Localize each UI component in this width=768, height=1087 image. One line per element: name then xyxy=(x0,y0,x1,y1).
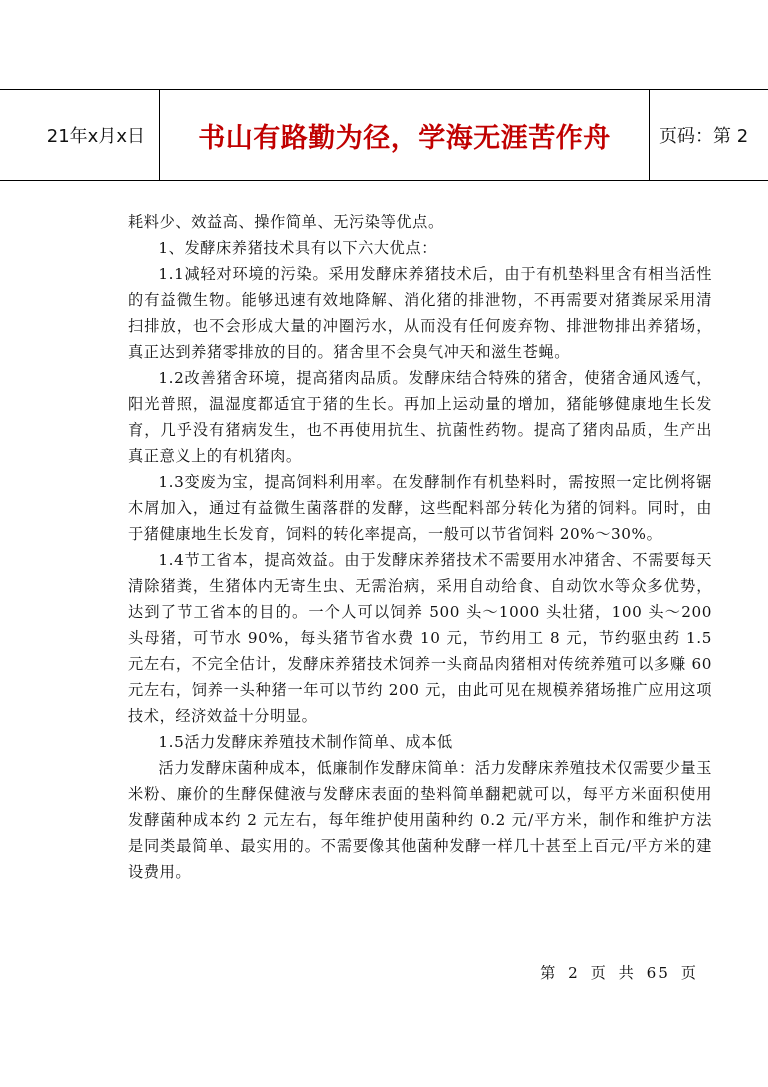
header-page-number: 页码：第 2 xyxy=(659,126,749,147)
page-header xyxy=(0,89,768,181)
paragraph-1-5-heading: 1.5活力发酵床养殖技术制作简单、成本低 xyxy=(158,733,453,751)
paragraph-1-5-body: 活力发酵床菌种成本，低廉制作发酵床简单：活力发酵床养殖技术仅需要少量玉米粉、廉价的生酵保健液与发酵床表面的垫料简单翻耙就可以，每平方米面积使用发酵菌种成本约 2 元左右，每年维护使用菌种约 0.2 元/平方米，制作和维护方法是同类最简单、最实用的。不需要像其他菌种发酵一样几十甚至上百元/平方米的建设费用。 xyxy=(128,759,712,881)
document-body xyxy=(128,209,712,885)
paragraph-1-1: 1.1减轻对环境的污染。采用发酵床养猪技术后，由于有机垫料里含有相当活性的有益微生物。能够迅速有效地降解、消化猪的排泄物，不再需要对猪粪尿采用清扫排放，也不会形成大量的冲圈污水，从而没有任何废弃物、排泄物排出养猪场，真正达到养猪零排放的目的。猪舍里不会臭气冲天和滋生苍蝇。 xyxy=(128,265,712,361)
page-footer: 第 2 页 共 65 页 xyxy=(540,964,698,982)
header-motto: 书山有路勤为径，学海无涯苦作舟 xyxy=(160,90,650,180)
paragraph-1-2: 1.2改善猪舍环境，提高猪肉品质。发酵床结合特殊的猪舍，使猪舍通风透气，阳光普照，温湿度都适宜于猪的生长。再加上运动量的增加，猪能够健康地生长发育，几乎没有猪病发生，也不再使用抗生、抗菌性药物。提高了猪肉品质，生产出真正意义上的有机猪肉。 xyxy=(128,369,712,465)
paragraph-advantages-heading: 1、发酵床养猪技术具有以下六大优点： xyxy=(158,239,438,257)
paragraph-1-4: 1.4节工省本，提高效益。由于发酵床养猪技术不需要用水冲猪舍、不需要每天清除猪粪，生猪体内无寄生虫、无需治病，采用自动给食、自动饮水等众多优势，达到了节工省本的目的。一个人可以饲养 500 头～1000 头壮猪，100 头～200 头母猪，可节水 90%，每头猪节省水费 10 元，节约用工 8 元，节约驱虫药 1.5 元左右，不完全估计，发酵床养猪技术饲养一头商品肉猪相对传统养殖可以多赚 60 元左右，饲养一头种猪一年可以节约 200 元，由此可见在规模养猪场推广应用这项技术，经济效益十分明显。 xyxy=(128,551,712,725)
header-date: 21年x月x日 xyxy=(0,90,160,180)
paragraph-1-3: 1.3变废为宝，提高饲料利用率。在发酵制作有机垫料时，需按照一定比例将锯木屑加入，通过有益微生菌落群的发酵，这些配料部分转化为猪的饲料。同时，由于猪健康地生长发育，饲料的转化率提高，一般可以节省饲料 20%～30%。 xyxy=(128,473,712,543)
paragraph-continuation: 耗料少、效益高、操作简单、无污染等优点。 xyxy=(128,213,444,231)
